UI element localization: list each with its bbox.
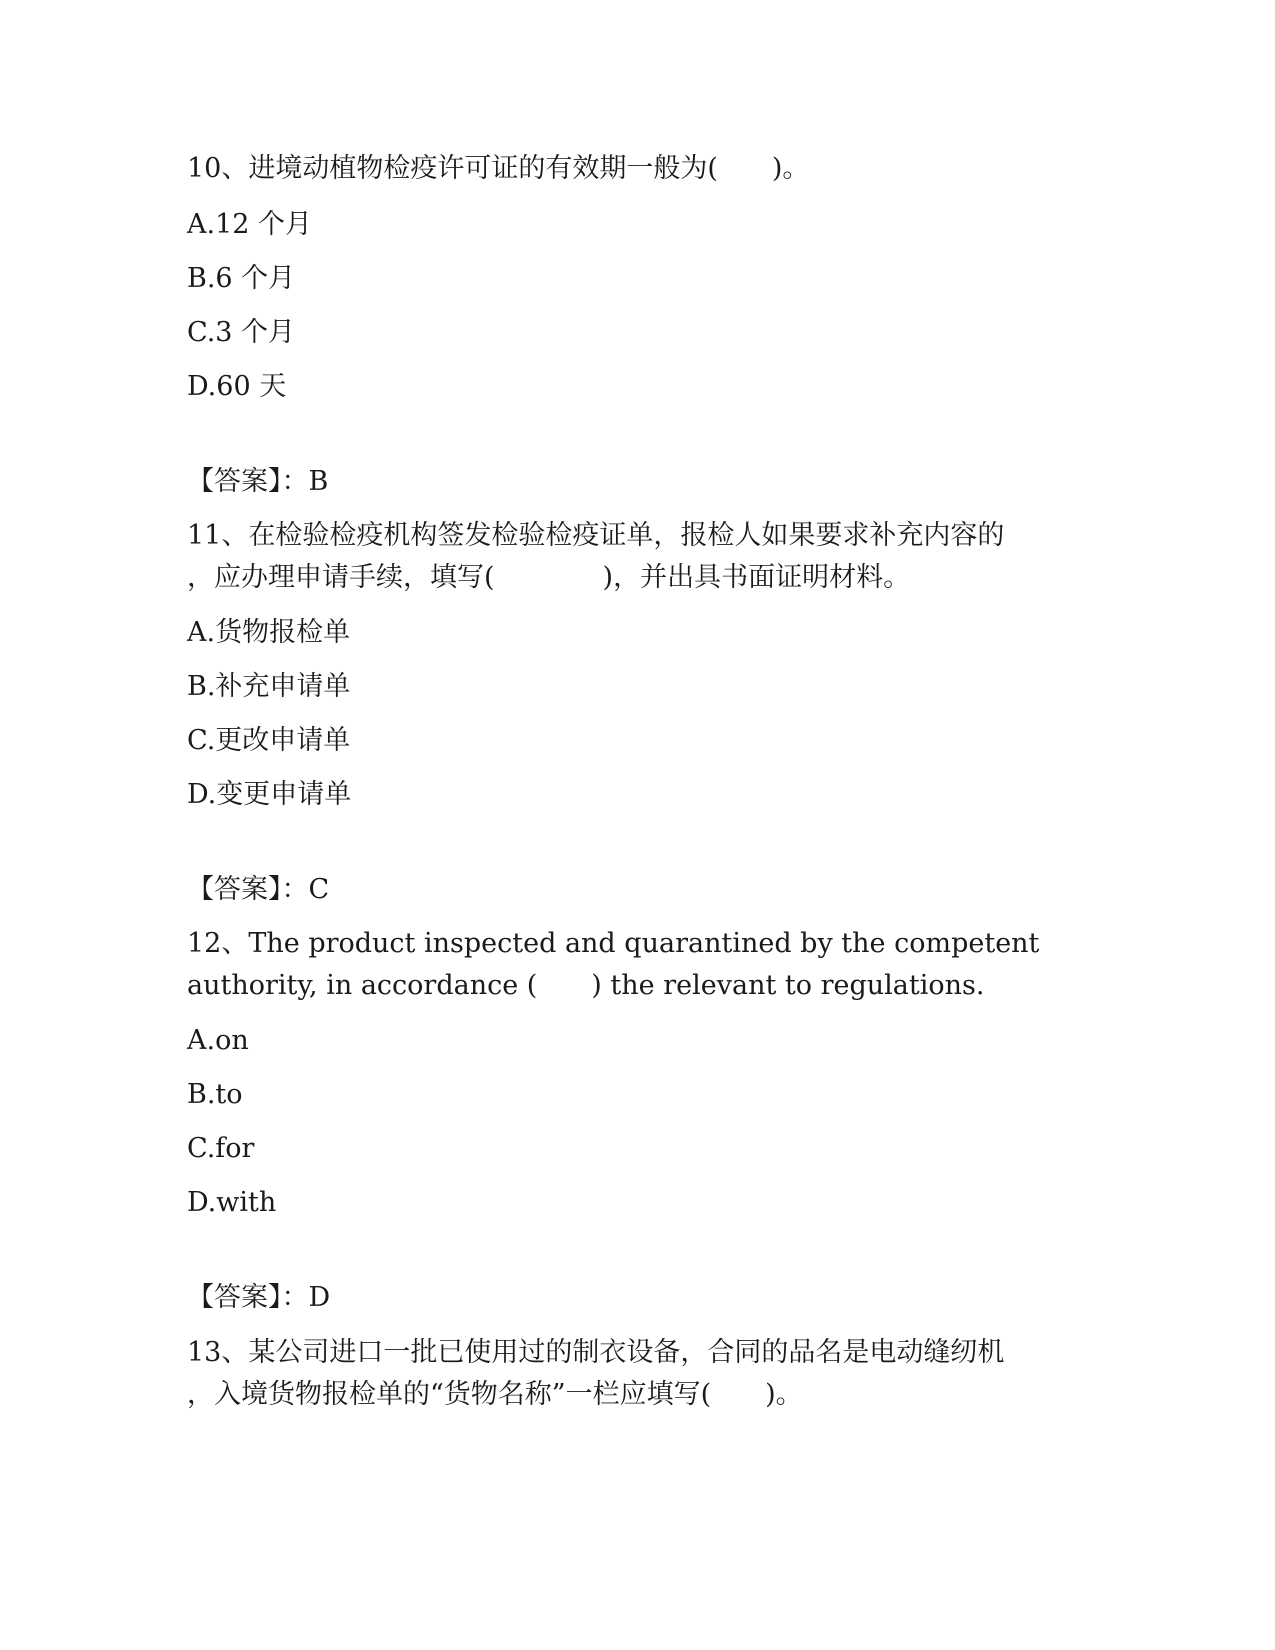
question-stem-continued: ，应办理申请手续，填写( )，并出具书面证明材料。 — [187, 562, 911, 593]
option-c: C.for — [187, 1133, 255, 1164]
option-a: A.货物报检单 — [187, 617, 351, 648]
option-d: D.with — [187, 1187, 277, 1218]
answer-label: 【答案】：B — [187, 466, 329, 497]
option-b: B.to — [187, 1079, 243, 1110]
question-stem: 10、进境动植物检疫许可证的有效期一般为( )。 — [187, 153, 810, 184]
question-stem-continued: ，入境货物报检单的“货物名称”一栏应填写( )。 — [187, 1379, 803, 1410]
option-b: B.补充申请单 — [187, 671, 351, 702]
option-c: C.3 个月 — [187, 317, 296, 348]
answer-label: 【答案】：C — [187, 874, 330, 905]
question-stem: 13、某公司进口一批已使用过的制衣设备，合同的品名是电动缝纫机 — [187, 1337, 1005, 1368]
option-c: C.更改申请单 — [187, 725, 351, 756]
option-d: D.变更申请单 — [187, 779, 352, 810]
option-a: A.on — [187, 1025, 249, 1056]
option-a: A.12 个月 — [187, 209, 313, 240]
question-stem: 12、The product inspected and quarantined by the competent — [187, 928, 1040, 959]
question-stem-continued: authority, in accordance ( ) the relevant to regulations. — [187, 970, 985, 1001]
option-d: D.60 天 — [187, 371, 287, 402]
answer-label: 【答案】：D — [187, 1282, 331, 1313]
option-b: B.6 个月 — [187, 263, 296, 294]
question-stem: 11、在检验检疫机构签发检验检疫证单，报检人如果要求补充内容的 — [187, 520, 1005, 551]
